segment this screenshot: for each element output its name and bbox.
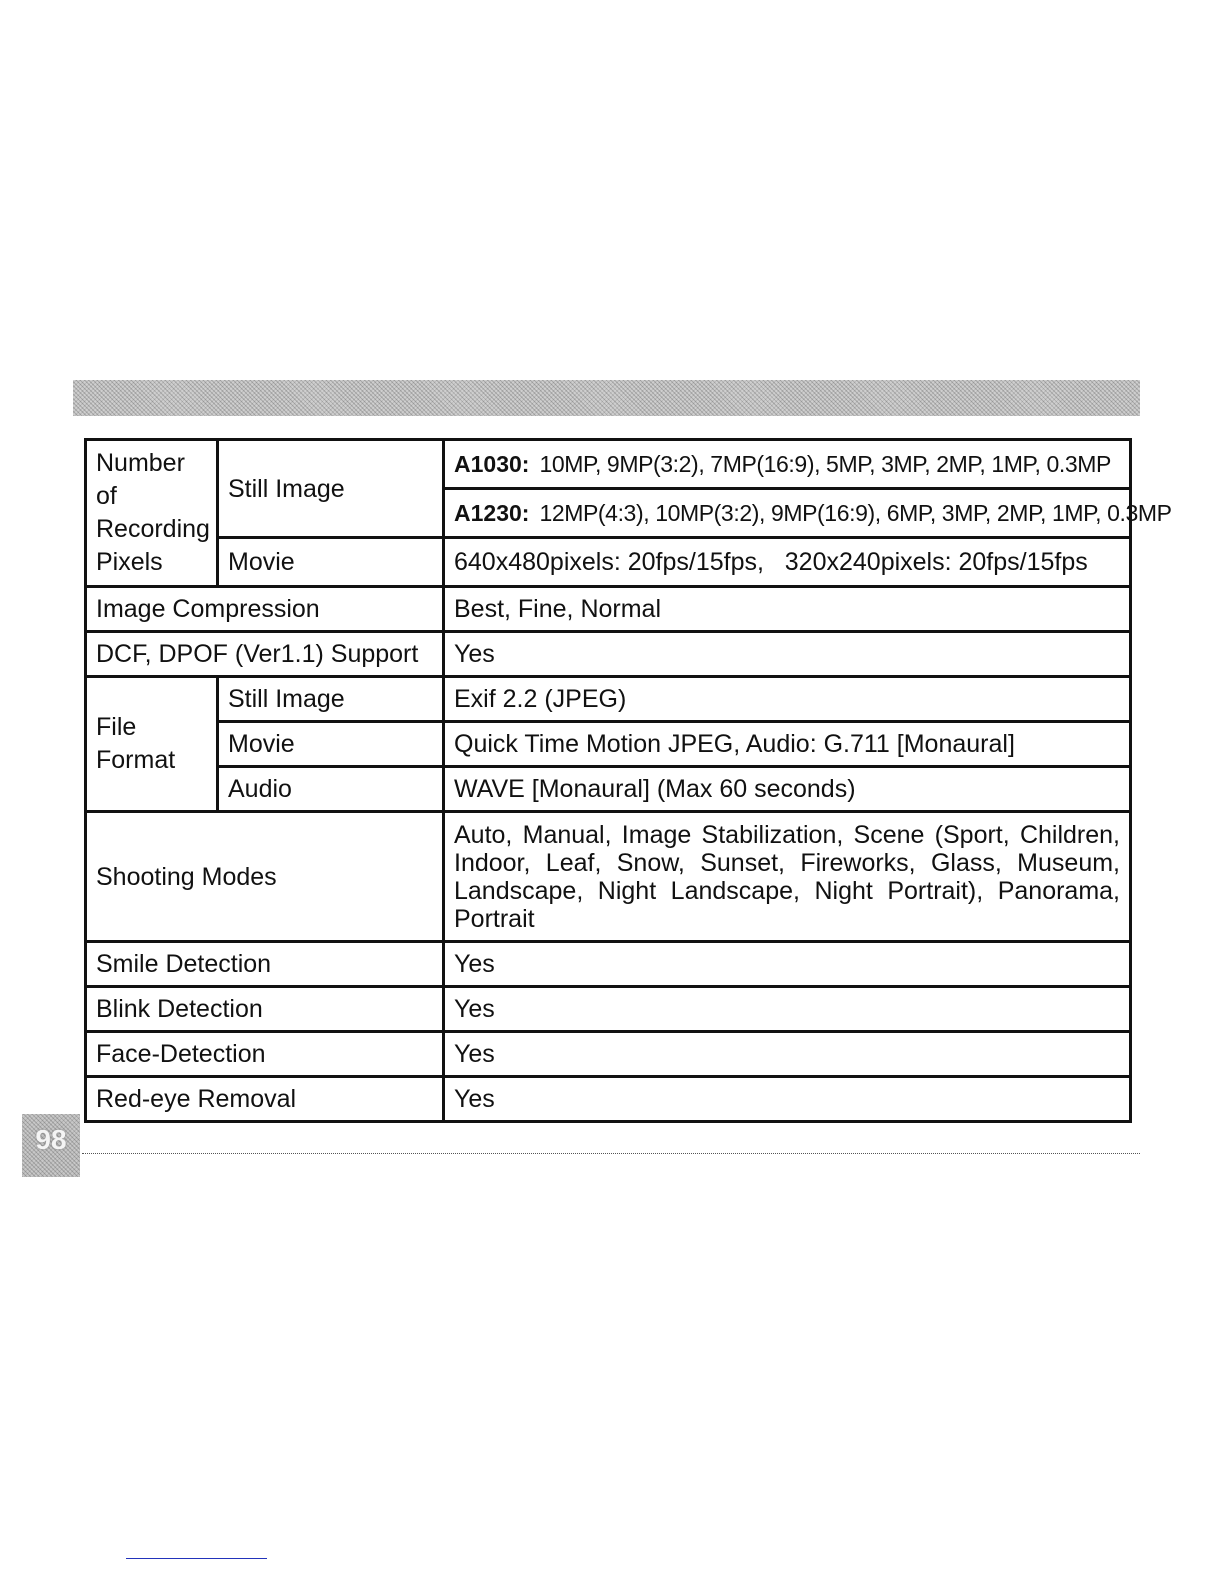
footer-dotted-rule — [82, 1153, 1140, 1154]
file-still-image-label: Still Image — [218, 677, 444, 722]
model-name: A1030: — [454, 451, 530, 477]
pixel-values: 10MP, 9MP(3:2), 7MP(16:9), 5MP, 3MP, 2MP, 1MP, 0.3MP — [539, 451, 1111, 477]
movie-pixels-value: 640x480pixels: 20fps/15fps, 320x240pixels: 20fps/15fps — [444, 538, 1131, 587]
page-number: 98 — [35, 1124, 67, 1155]
table-row — [86, 632, 1131, 677]
table-row — [86, 440, 1131, 489]
smile-detection-value: Yes — [444, 942, 1131, 987]
model-name: A1230: — [454, 500, 530, 526]
a1230-pixels-cell — [444, 489, 1172, 538]
section-header-band — [73, 380, 1140, 416]
bottom-divider — [126, 1558, 267, 1559]
table-row — [86, 587, 1131, 632]
page-number-tab — [22, 1114, 80, 1177]
dcf-dpof-value: Yes — [444, 632, 1131, 677]
a1030-pixels-cell — [444, 440, 1131, 489]
still-image-label: Still Image — [218, 440, 444, 538]
table-row — [86, 987, 1131, 1032]
smile-detection-label: Smile Detection — [86, 942, 444, 987]
image-compression-value: Best, Fine, Normal — [444, 587, 1131, 632]
red-eye-removal-label: Red-eye Removal — [86, 1077, 444, 1122]
movie-label: Movie — [218, 538, 444, 587]
file-movie-label: Movie — [218, 722, 444, 767]
dcf-dpof-label: DCF, DPOF (Ver1.1) Support — [86, 632, 444, 677]
file-format-label: File Format — [86, 677, 218, 812]
red-eye-removal-value: Yes — [444, 1077, 1131, 1122]
shooting-modes-label: Shooting Modes — [86, 812, 444, 942]
table-row — [86, 538, 1131, 587]
table-row — [86, 812, 1131, 942]
blink-detection-value: Yes — [444, 987, 1131, 1032]
pixel-values: 12MP(4:3), 10MP(3:2), 9MP(16:9), 6MP, 3MP, 2MP, 1MP, 0.3MP — [539, 500, 1172, 526]
file-still-image-value: Exif 2.2 (JPEG) — [444, 677, 1131, 722]
specifications-table — [84, 438, 1172, 1123]
table-row — [86, 942, 1131, 987]
table-row — [86, 1077, 1131, 1122]
recording-pixels-label: Number of Recording Pixels — [86, 440, 218, 587]
face-detection-label: Face-Detection — [86, 1032, 444, 1077]
shooting-modes-value: Auto, Manual, Image Stabilization, Scene (Sport, Children, Indoor, Leaf, Snow, Sunset, Fireworks, Glass, Museum, Landscape, Night Landscape, Night Portrait), Panorama, Portrait — [444, 812, 1131, 942]
table-row — [86, 767, 1131, 812]
file-audio-value: WAVE [Monaural] (Max 60 seconds) — [444, 767, 1131, 812]
table-row — [86, 1032, 1131, 1077]
face-detection-value: Yes — [444, 1032, 1131, 1077]
table-row — [86, 722, 1131, 767]
file-audio-label: Audio — [218, 767, 444, 812]
image-compression-label: Image Compression — [86, 587, 444, 632]
blink-detection-label: Blink Detection — [86, 987, 444, 1032]
table-row — [86, 677, 1131, 722]
file-movie-value: Quick Time Motion JPEG, Audio: G.711 [Monaural] — [444, 722, 1131, 767]
